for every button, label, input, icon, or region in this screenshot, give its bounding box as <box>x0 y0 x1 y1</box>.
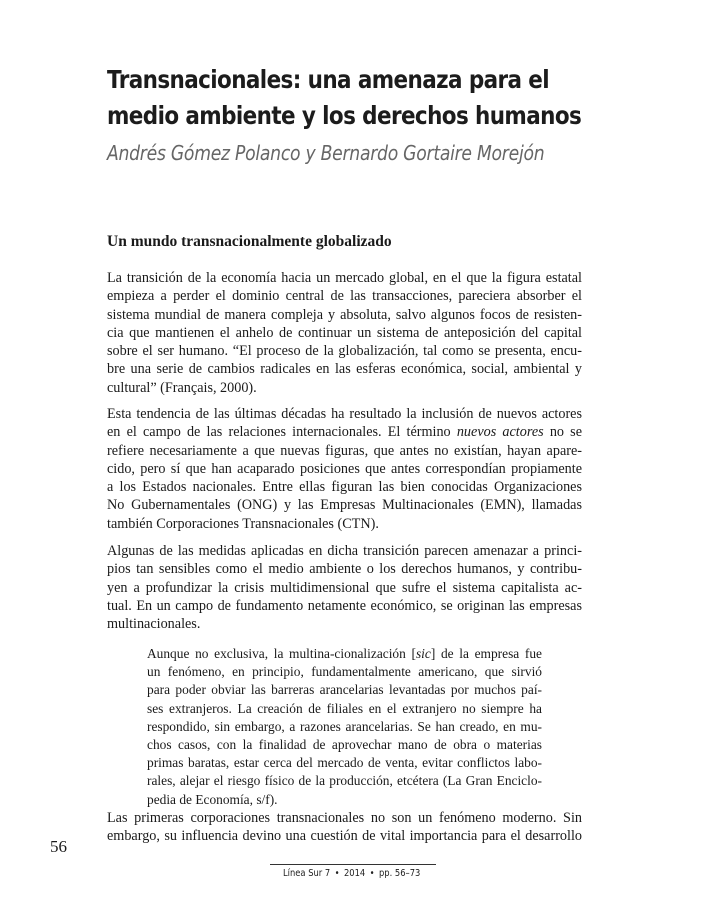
footer-year: 2014 <box>343 868 366 879</box>
text-line <box>147 645 542 663</box>
text-line: sistema mundial de manera compleja y absoluta, salvo algunos focos de resisten- <box>107 306 582 323</box>
text-segment: en el campo de las relaciones internacionales. El término <box>107 424 457 441</box>
text-line: pedia de Economía, s/f). <box>147 791 278 807</box>
italic-term: sic <box>415 646 431 661</box>
paragraph-3 <box>107 542 582 633</box>
text-segment: Aunque no exclusiva, la multina-cionalización [ <box>147 646 416 661</box>
section-heading: Un mundo transnacionalmente globalizado <box>107 233 392 250</box>
text-line: multinacionales. <box>107 616 201 632</box>
paragraph-4 <box>107 809 582 846</box>
page-footer <box>283 868 420 879</box>
text-line: chos casos, con la finalidad de aprovechar mano de obra o materias <box>147 737 542 753</box>
paragraph-2 <box>107 405 582 533</box>
page-number: 56 <box>50 837 67 856</box>
text-line: cultural” (Français, 2000). <box>107 379 257 396</box>
text-segment: no se <box>543 424 582 441</box>
text-line: bre una serie de cambios radicales en las esferas económica, social, ambiental y <box>107 361 582 378</box>
text-line: embargo, su influencia devino una cuestión de vital importancia para el desarrollo <box>107 828 582 845</box>
article-authors: Andrés Gómez Polanco y Bernardo Gortaire Morejón <box>107 141 545 165</box>
footer-separator: • <box>334 868 340 879</box>
text-line: para poder obviar las barreras arancelarias levantadas por muchos paí- <box>147 682 542 698</box>
article-title-line: Transnacionales: una amenaza para el <box>107 65 550 94</box>
text-line: La transición de la economía hacia un mercado global, en el que la figura estatal <box>107 270 582 286</box>
block-quote <box>147 645 542 809</box>
text-line: tual. En un campo de fundamento netamente económico, se originan las empresas <box>107 597 582 614</box>
text-line: Las primeras corporaciones transnacionales no son un fenómeno moderno. Sin <box>107 810 582 826</box>
text-line: empieza a perder el dominio central de las transacciones, pareciera absorber el <box>107 288 582 305</box>
text-line: rales, alejar el riesgo físico de la producción, etcétera (La Gran Enciclo- <box>147 773 542 789</box>
text-line: cido, pero sí que han acaparado posiciones que antes correspondían propiamente <box>107 460 582 477</box>
text-line: primas baratas, estar cerca del mercado de venta, evitar conflictos labo- <box>147 755 542 771</box>
text-line: yen a profundizar la crisis multidimensional que sufre el sistema capitalista ac- <box>107 579 582 596</box>
text-line: refiere necesariamente a que nuevas figuras, que antes no existían, hayan apare- <box>107 442 582 459</box>
article-title <box>107 62 589 134</box>
text-line <box>107 423 582 441</box>
footer-pages: pp. 56–73 <box>378 868 421 879</box>
footer-rule <box>270 864 436 865</box>
text-line: a los Estados nacionales. Entre ellas figuran las bien conocidas Organizaciones <box>107 479 582 495</box>
text-line: también Corporaciones Transnacionales (CTN). <box>107 515 379 532</box>
text-line: Algunas de las medidas aplicadas en dicha transición parecen amenazar a princi- <box>107 543 582 559</box>
footer-separator: • <box>369 868 375 879</box>
italic-term: nuevos actores <box>456 424 544 441</box>
text-line: sobre el ser humano. “El proceso de la globalización, tal como se presenta, encu- <box>107 343 582 359</box>
text-segment: ] de la empresa fue <box>430 646 542 661</box>
text-line: un fenómeno, en principio, fundamentalmente americano, que sirvió <box>147 664 542 680</box>
footer-journal: Línea Sur 7 <box>283 868 331 879</box>
text-line: ses extranjeros. La creación de filiales en el extranjero no siempre ha <box>147 700 542 716</box>
article-title-line: medio ambiente y los derechos humanos <box>107 101 582 130</box>
text-line: pios tan sensibles como el medio ambiente o los derechos humanos, y contribu- <box>107 561 582 578</box>
text-line: cia que mantienen el anhelo de continuar un sistema de anteposición del capital <box>107 324 582 341</box>
paragraph-1 <box>107 269 582 397</box>
text-line: Esta tendencia de las últimas décadas ha resultado la inclusión de nuevos actores <box>107 406 582 422</box>
text-line: respondido, sin embargo, a razones arancelarias. Se han creado, en mu- <box>147 718 542 734</box>
text-line: No Gubernamentales (ONG) y las Empresas Multinacionales (EMN), llamadas <box>107 497 582 514</box>
